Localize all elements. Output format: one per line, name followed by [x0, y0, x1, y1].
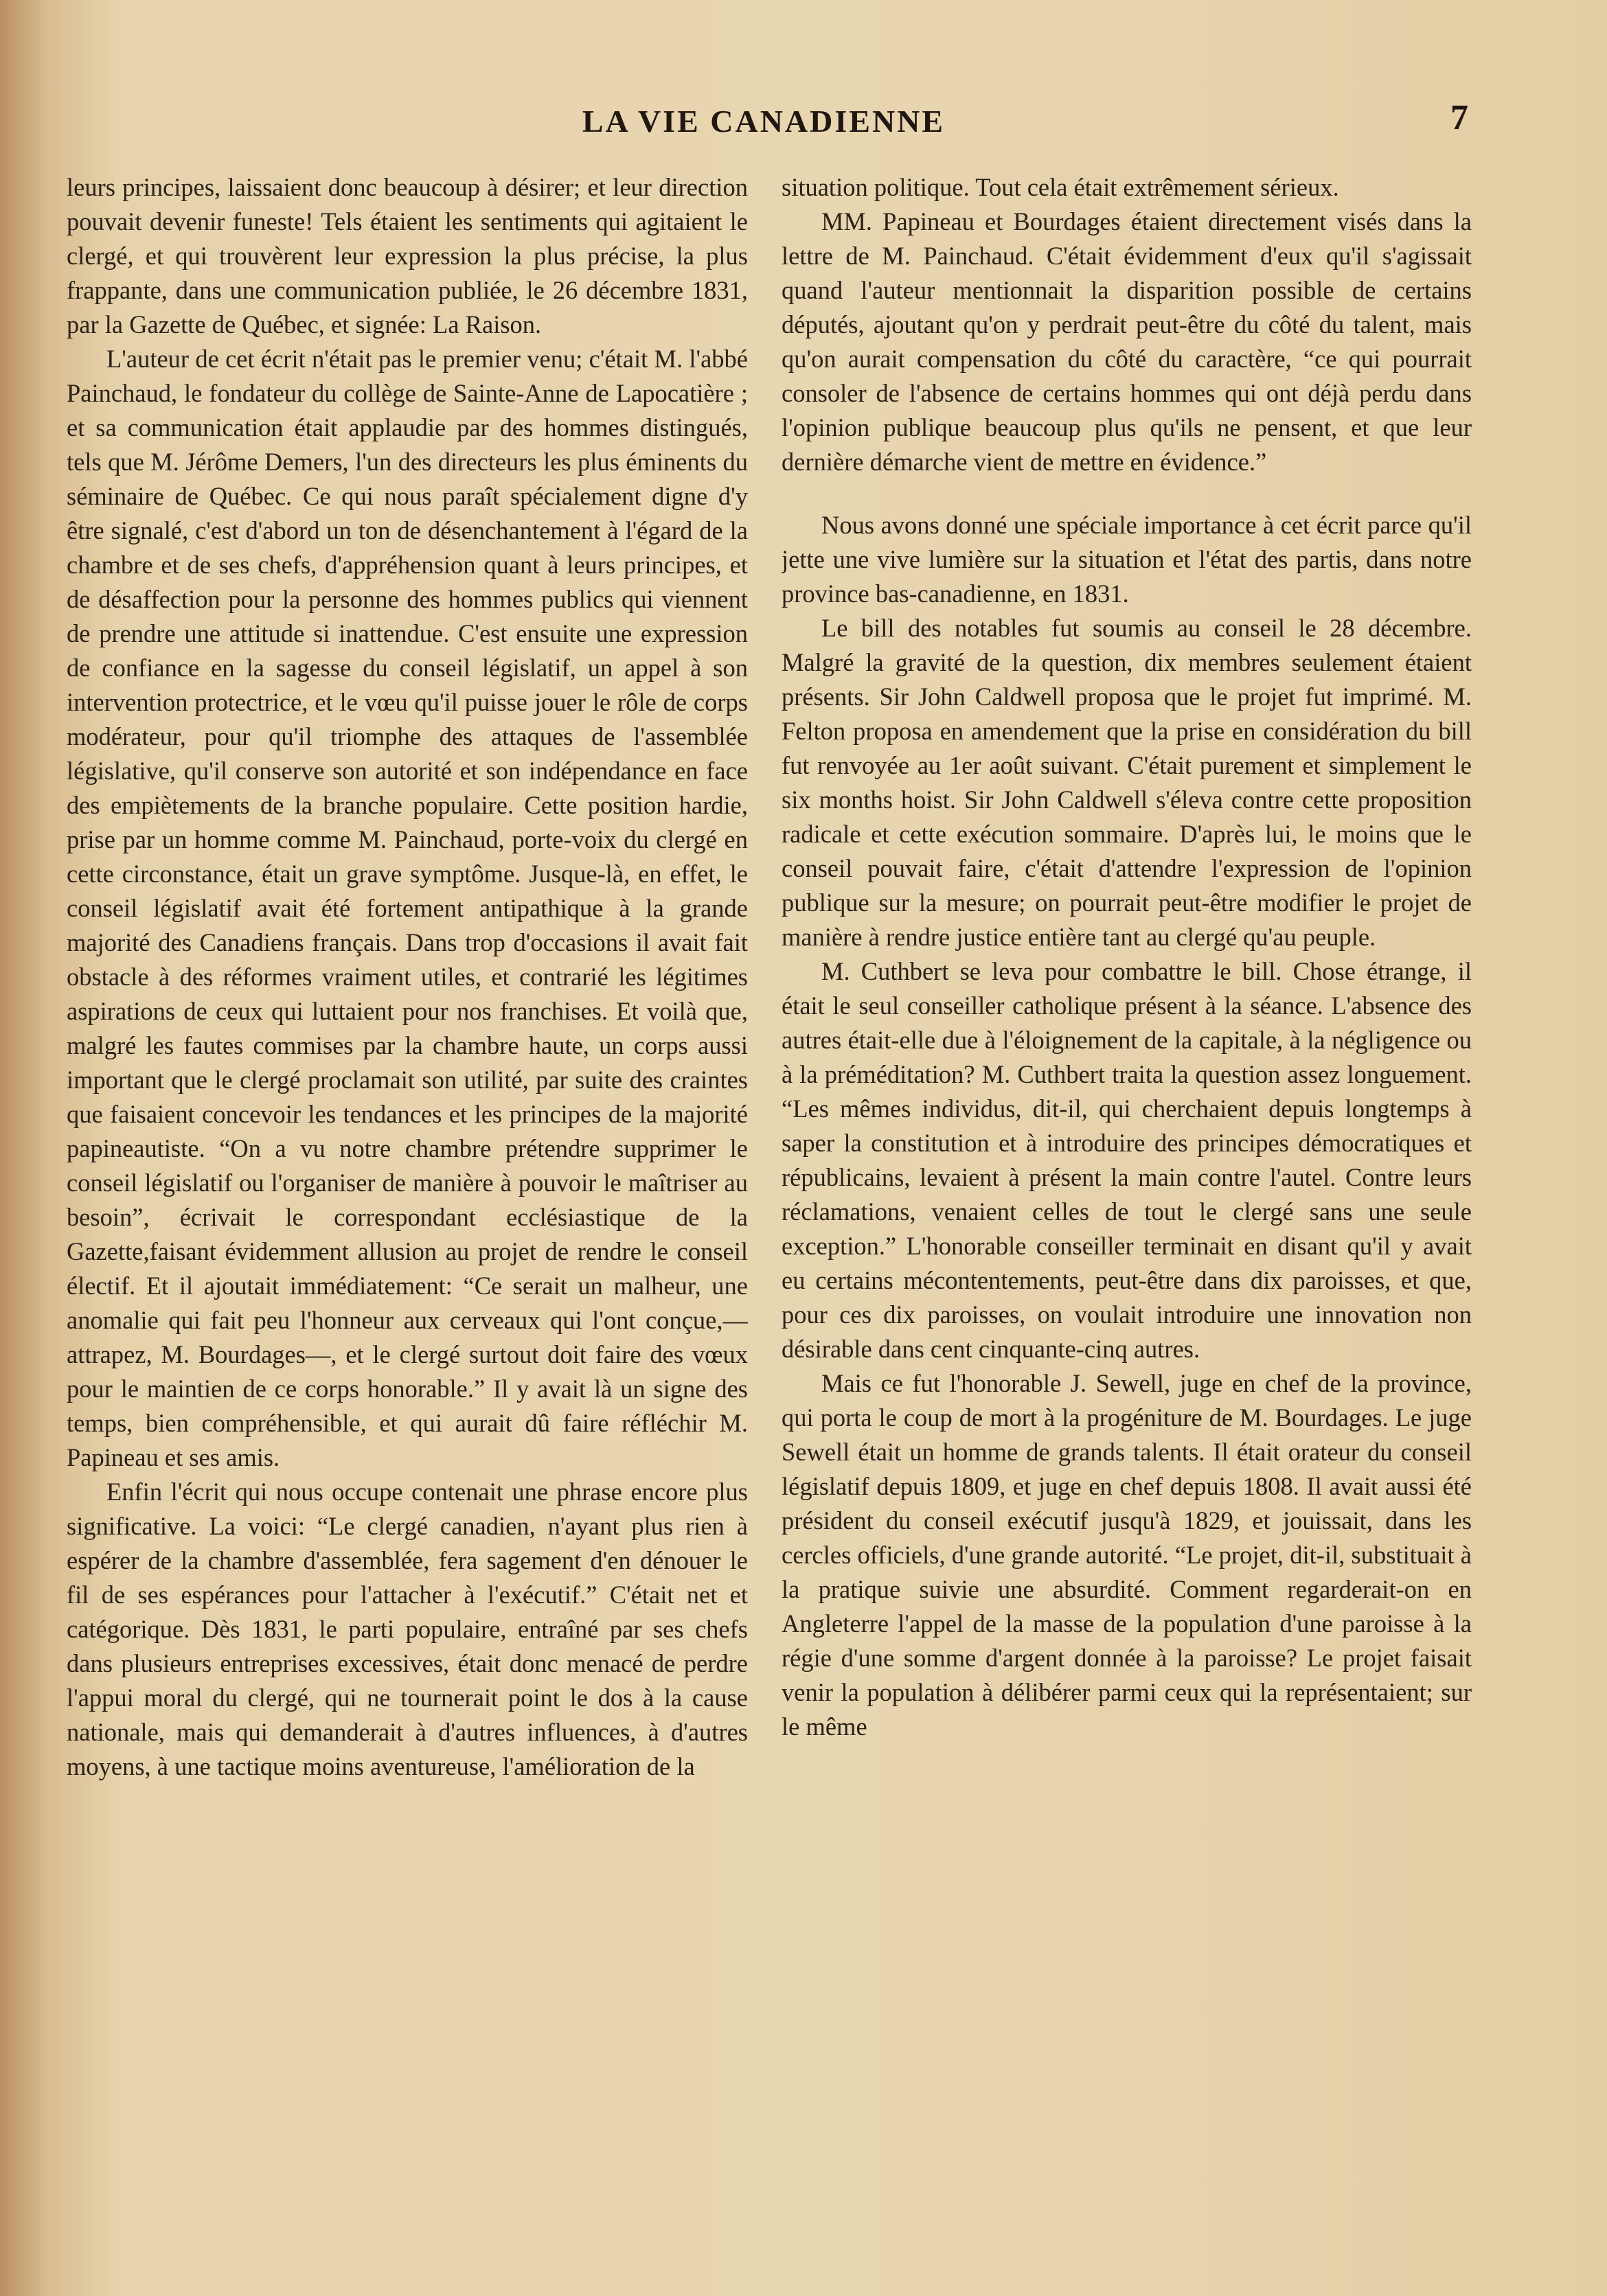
paragraph: Mais ce fut l'honorable J. Sewell, juge en chef de la province, qui porta le coup de mort à la progéniture de M. Bourdages. Le juge Sewell était un homme de grands talents. Il était orateur du conseil législatif depuis 1809, et juge en chef depuis 1808. Il avait aussi été président du conseil exécutif jusqu'à 1829, et jouissait, dans les cercles officiels, d'une grande autorité. “Le projet, dit-il, substituait à la pratique suivie une absurdité. Comment regarderait-on en Angleterre l'appel de la masse de la population d'une paroisse à la régie d'une somme d'argent donnée à la paroisse? Le projet faisait venir la population à délibérer parmi ceux qui la représentaient; sur le même [782, 1369, 1472, 1741]
paragraph: Nous avons donné une spéciale importance à cet écrit parce qu'il jette une vive lumière sur la situation et l'état des partis, dans notre province bas-canadienne, en 1831. [782, 511, 1472, 608]
paragraph: MM. Papineau et Bourdages étaient directement visés dans la lettre de M. Painchaud. C'était évidemment d'eux qu'il s'agissait quand l'auteur mentionnait la disparition possible de certains députés, ajoutant qu'on y perdrait peut-être du côté du talent, mais qu'on aurait compensation du côté du caractère, “ce qui pourrait consoler de l'absence de certains hommes qui ont déjà perdu dans l'opinion publique beaucoup plus qu'ils ne pensent, et que leur dernière démarche vient de mettre en évidence.” [782, 207, 1472, 476]
running-header [0, 98, 1607, 151]
paragraph: L'auteur de cet écrit n'était pas le premier venu; c'était M. l'abbé Painchaud, le fondateur du collège de Sainte-Anne de Lapocatière ; et sa communication était applaudie par des hommes distingués, tels que M. Jérôme Demers, l'un des directeurs les plus éminents du séminaire de Québec. Ce qui nous paraît spécialement digne d'y être signalé, c'est d'abord un ton de désenchantement à l'égard de la chambre et de ses chefs, d'appréhension quant à leurs principes, et de désaffection pour la personne des hommes publics qui viennent de prendre une attitude si inattendue. C'est ensuite une expression de confiance en la sagesse du conseil législatif, un appel à son intervention protectrice, et le vœu qu'il puisse jouer le rôle de corps modérateur, pour qu'il triomphe des attaques de l'assemblée législative, qu'il conserve son autorité et son indépendance en face des empiètements de la branche populaire. Cette position hardie, prise par un homme comme M. Painchaud, porte-voix du clergé en cette circonstance, était un grave symptôme. Jusque-là, en effet, le conseil législatif avait été fortement antipathique à la grande majorité des Canadiens français. Dans trop d'occasions il avait fait obstacle à des réformes vraiment utiles, et contrarié les légitimes aspirations de ceux qui luttaient pour nos franchises. Et voilà que, malgré les fautes commises par la chambre haute, un corps aussi important que le clergé proclamait son utilité, par suite des craintes que faisaient concevoir les tendances et les principes de la majorité papineautiste. “On a vu notre chambre prétendre supprimer le conseil législatif ou l'organiser de manière à pouvoir le maîtriser au besoin”, écrivait le correspondant ecclésiastique de la Gazette,faisant évidemment allusion au projet de rendre le conseil électif. Et il ajoutait immédiatement: “Ce serait un malheur, une anomalie qui fait peu l'honneur aux cerveaux qui l'ont conçue,—attrapez, M. Bourdages—, et le clergé surtout doit faire des vœux pour le maintien de ce corps honorable.” Il y avait là un signe des temps, bien compréhensible, et qui aurait dû faire réfléchir M. Papineau et ses amis. [67, 345, 748, 1471]
paragraph: Enfin l'écrit qui nous occupe contenait une phrase encore plus significative. La voici: “Le clergé canadien, n'ayant plus rien à espérer de la chambre d'assemblée, fera sagement d'en dénouer le fil de ses espérances pour l'attacher à l'exécutif.” C'était net et catégorique. Dès 1831, le parti populaire, entraîné par ses chefs dans plusieurs entreprises excessives, était donc menacé de perdre l'appui moral du clergé, qui ne tournerait point le dos à la cause nationale, mais qui demanderait à d'autres influences, à d'autres moyens, à une tactique moins aventureuse, l'amélioration de la [67, 1478, 748, 1780]
journal-title: LA VIE CANADIENNE [582, 104, 946, 139]
right-column [782, 170, 1472, 2271]
page-number: 7 [1450, 98, 1468, 137]
paragraph: leurs principes, laissaient donc beaucoup à désirer; et leur direction pouvait devenir funeste! Tels étaient les sentiments qui agitaient le clergé, et qui trouvèrent leur expression la plus précise, la plus frappante, dans une communication publiée, le 26 décembre 1831, par la Gazette de Québec, et signée: La Raison. [67, 173, 748, 338]
left-column [67, 170, 748, 2271]
paragraph: situation politique. Tout cela était extrêmement sérieux. [782, 173, 1339, 201]
paragraph: Le bill des notables fut soumis au conseil le 28 décembre. Malgré la gravité de la question, dix membres seulement étaient présents. Sir John Caldwell proposa que le projet fut imprimé. M. Felton proposa en amendement que la prise en considération du bill fut renvoyée au 1er août suivant. C'était purement et simplement le six months hoist. Sir John Caldwell s'éleva contre cette proposition radicale et cette exécution sommaire. D'après lui, le moins que le conseil pouvait faire, c'était d'attendre l'expression de l'opinion publique sur la mesure; on pourrait peut-être modifier le projet de manière à rendre justice entière tant au clergé qu'au peuple. [782, 614, 1472, 951]
paragraph: M. Cuthbert se leva pour combattre le bill. Chose étrange, il était le seul conseiller catholique présent à la séance. L'absence des autres était-elle due à l'éloignement de la capitale, à la négligence ou à la préméditation? M. Cuthbert traita la question assez longuement. “Les mêmes individus, dit-il, qui cherchaient depuis longtemps à saper la constitution et à introduire des principes démocratiques et républicains, levaient à présent la main contre l'autel. Contre leurs réclamations, venaient celles de tout le clergé sans une seule exception.” L'honorable conseiller terminait en disant qu'il y avait eu certains mécontentements, peut-être dans dix paroisses, et que, pour ces dix paroisses, on voulait introduire une innovation non désirable dans cent cinquante-cinq autres. [782, 957, 1472, 1363]
